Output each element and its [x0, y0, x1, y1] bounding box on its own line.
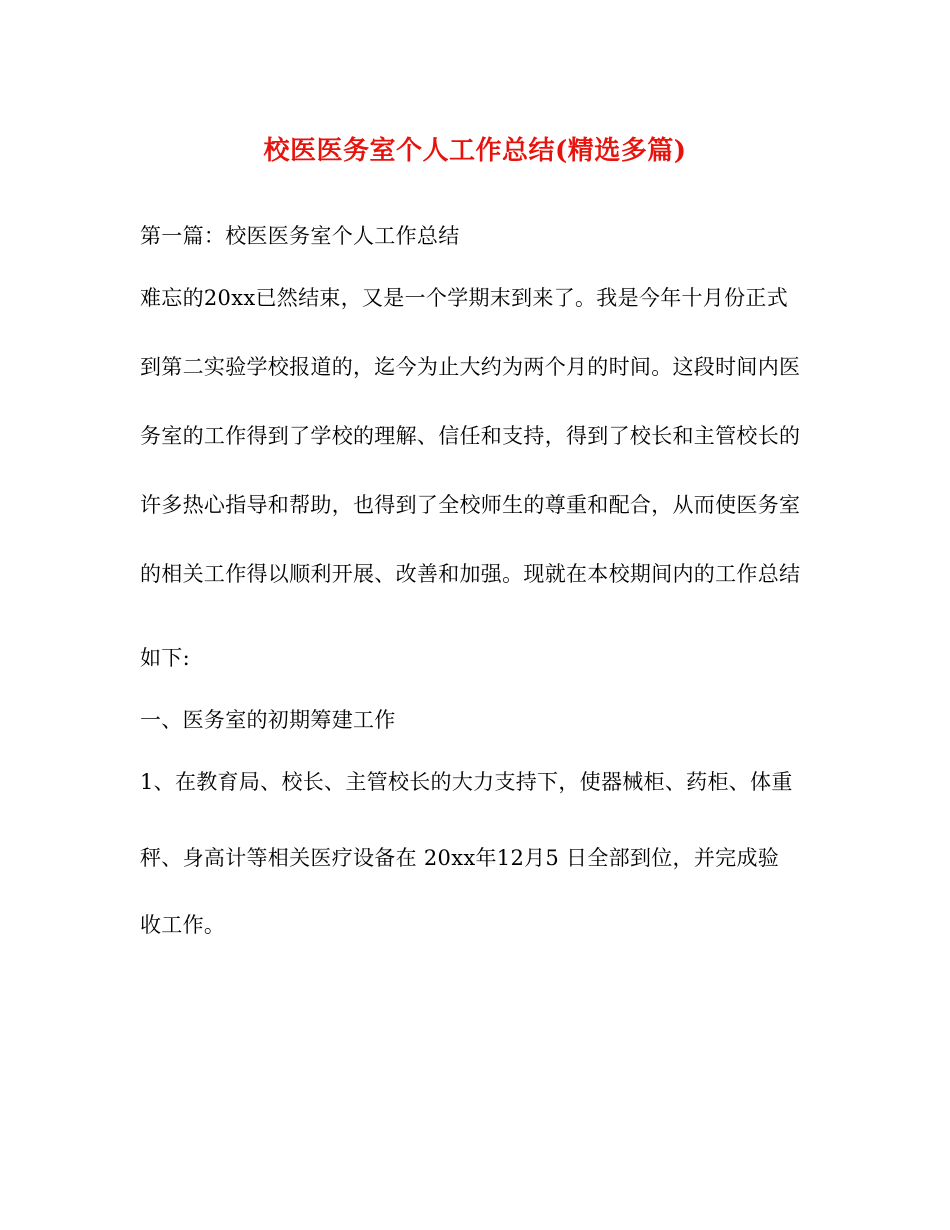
- paragraph-line: 务室的工作得到了学校的理解、信任和支持，得到了校长和主管校长的: [140, 424, 801, 448]
- paragraph-line: 到第二实验学校报道的，迄今为止大约为两个月的时间。这段时间内医: [140, 355, 801, 379]
- subsection-heading: 一、医务室的初期筹建工作: [140, 708, 396, 732]
- paragraph-line: 如下:: [140, 646, 190, 670]
- paragraph-line: 难忘的20xx已然结束，又是一个学期末到来了。我是今年十月份正式: [140, 286, 789, 310]
- paragraph-line: 1、在教育局、校长、主管校长的大力支持下，使器械柜、药柜、体重: [140, 770, 793, 794]
- section-heading: 第一篇：校医医务室个人工作总结: [140, 224, 460, 248]
- document-title: 校医医务室个人工作总结(精选多篇): [263, 136, 687, 166]
- paragraph-line: 秤、身高计等相关医疗设备在 20xx年12月5 日全部到位，并完成验: [140, 846, 780, 870]
- paragraph-line: 收工作。: [140, 913, 226, 937]
- paragraph-line: 的相关工作得以顺利开展、改善和加强。现就在本校期间内的工作总结: [140, 562, 801, 586]
- paragraph-line: 许多热心指导和帮助，也得到了全校师生的尊重和配合，从而使医务室: [140, 493, 801, 517]
